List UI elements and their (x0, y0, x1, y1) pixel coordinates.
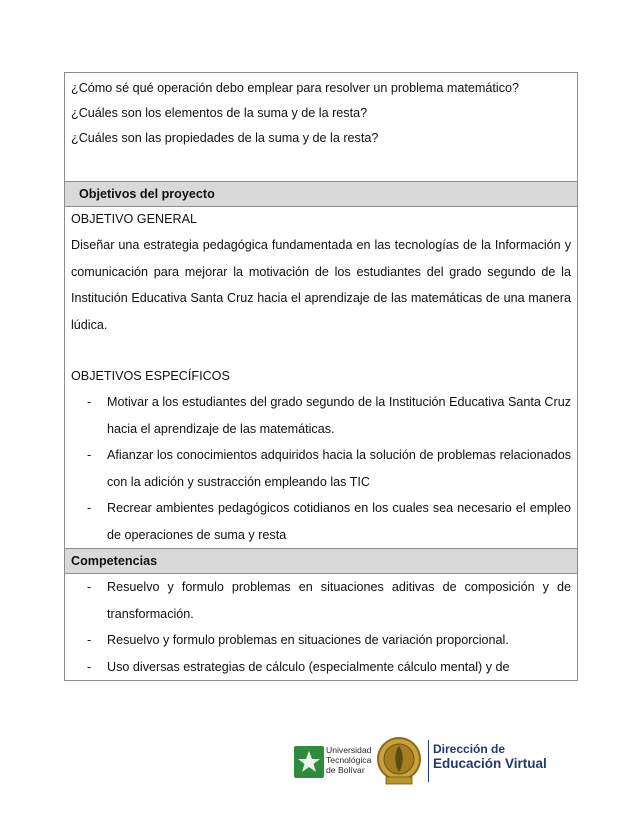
direccion-educacion-virtual-logo: Dirección de Educación Virtual (433, 742, 547, 771)
logo-divider (428, 740, 429, 782)
specific-objective-item: - Motivar a los estudiantes del grado segundo de la Institución Educativa Santa Cruz hacia el aprendizaje de las matemáticas. (71, 389, 571, 442)
competencia-item: - Resuelvo y formulo problemas en situaciones aditivas de composición y de transformación. (71, 574, 571, 627)
university-seal-icon (376, 736, 422, 786)
competencias-header: Competencias (65, 549, 578, 574)
utb-name: Universidad Tecnológica de Bolívar (326, 745, 372, 775)
objectives-header: Objetivos del proyecto (65, 182, 578, 207)
questions-cell (65, 73, 578, 182)
competencia-item: - Resuelvo y formulo problemas en situaciones de variación proporcional. (71, 627, 571, 654)
question-3: ¿Cuáles son las propiedades de la suma y de la resta? (71, 131, 379, 145)
competencias-cell (65, 574, 578, 681)
project-table (64, 72, 578, 681)
question-2: ¿Cuáles son los elementos de la suma y de la resta? (71, 106, 368, 120)
competencia-item: - Uso diversas estrategias de cálculo (especialmente cálculo mental) y de (71, 654, 571, 681)
general-objective-text: Diseñar una estrategia pedagógica fundamentada en las tecnologías de la Información y comunicación para mejorar la motivación de los estudiantes del grado segundo de la Institución Educativa Santa Cruz hacia el aprendizaje de las matemáticas de una manera lúdica. (71, 238, 571, 332)
general-objective-title: OBJETIVO GENERAL (71, 212, 197, 226)
utb-logo (290, 742, 372, 782)
specific-objective-item: - Recrear ambientes pedagógicos cotidianos en los cuales sea necesario el empleo de operaciones de suma y resta (71, 495, 571, 548)
specific-objectives-list (71, 389, 571, 548)
competencias-list (71, 574, 571, 680)
utb-emblem-icon (294, 746, 324, 778)
question-1: ¿Cómo sé qué operación debo emplear para resolver un problema matemático? (71, 81, 520, 95)
objectives-cell (65, 207, 578, 549)
specific-objective-item: - Afianzar los conocimientos adquiridos hacia la solución de problemas relacionados con la adición y sustracción empleando las TIC (71, 442, 571, 495)
specific-objectives-title: OBJETIVOS ESPECÍFICOS (71, 369, 230, 383)
footer-logos (290, 736, 550, 790)
